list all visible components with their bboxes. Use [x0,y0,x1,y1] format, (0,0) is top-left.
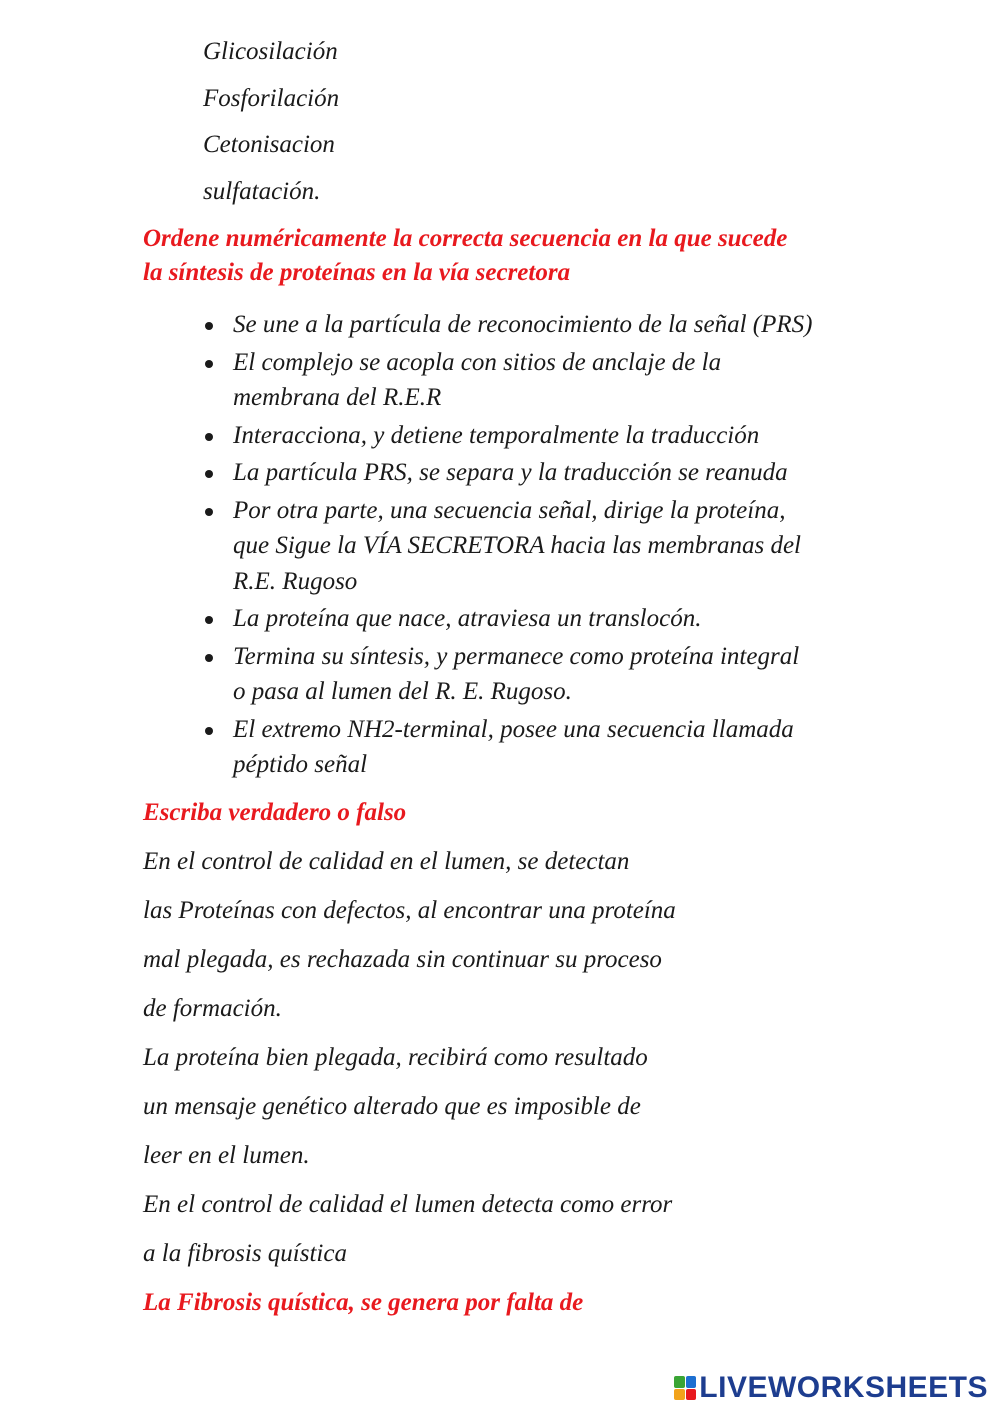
sequence-item-8: El extremo NH2-terminal, posee una secuencia llamada péptido señal [203,712,903,783]
bullet-icon [205,470,213,478]
section-heading-order-line1: Ordene numéricamente la correcta secuencia en la que sucede [143,225,788,252]
bullet-icon [205,654,213,662]
bullet-icon [205,616,213,624]
logo-square [674,1376,685,1388]
statement-line: En el control de calidad en el lumen, se detectan [143,848,630,875]
option-cetonisacion: Cetonisacion [203,131,335,158]
section-heading-true-false: Escriba verdadero o falso [143,799,407,826]
bullet-icon [205,322,213,330]
statement-line: a la fibrosis quística [143,1240,347,1267]
sequence-item-2: El complejo se acopla con sitios de anclaje de la membrana del R.E.R [203,345,903,416]
bullet-icon [205,360,213,368]
option-glicosilacion: Glicosilación [203,38,338,65]
option-fosforilacion: Fosforilación [203,85,340,112]
statement-line: un mensaje genético alterado que es imposible de [143,1093,641,1120]
logo-square [686,1389,697,1401]
logo-square [674,1389,685,1401]
statement-line: mal plegada, es rechazada sin continuar su proceso [143,946,662,973]
watermark-text: LIVEWORKSHEETS [699,1371,988,1404]
sequence-item-7: Termina su síntesis, y permanece como proteína integral o pasa al lumen del R. E. Rugoso. [203,639,903,710]
liveworksheets-watermark [674,1372,988,1404]
statement-line: La proteína bien plegada, recibirá como resultado [143,1044,648,1071]
statement-line: En el control de calidad el lumen detecta como error [143,1191,673,1218]
section-heading-fibrosis: La Fibrosis quística, se genera por falta de [143,1289,584,1316]
sequence-item-1: Se une a la partícula de reconocimiento de la señal (PRS) [203,307,903,343]
bullet-icon [205,508,213,516]
sequence-item-5: Por otra parte, una secuencia señal, dirige la proteína, que Sigue la VÍA SECRETORA hacia las membranas del R.E. Rugoso [203,493,903,600]
liveworksheets-logo-icon [674,1376,696,1400]
sequence-item-6: La proteína que nace, atraviesa un translocón. [203,601,903,637]
sequence-list [203,307,903,785]
statement-line: leer en el lumen. [143,1142,310,1169]
statement-line: de formación. [143,995,282,1022]
section-heading-order-line2: la síntesis de proteínas en la vía secretora [143,259,571,286]
bullet-icon [205,433,213,441]
sequence-item-3: Interacciona, y detiene temporalmente la traducción [203,418,903,454]
sequence-item-4: La partícula PRS, se separa y la traducción se reanuda [203,455,903,491]
logo-square [686,1376,697,1388]
statement-line: las Proteínas con defectos, al encontrar una proteína [143,897,676,924]
option-sulfatacion: sulfatación. [203,178,321,205]
bullet-icon [205,727,213,735]
